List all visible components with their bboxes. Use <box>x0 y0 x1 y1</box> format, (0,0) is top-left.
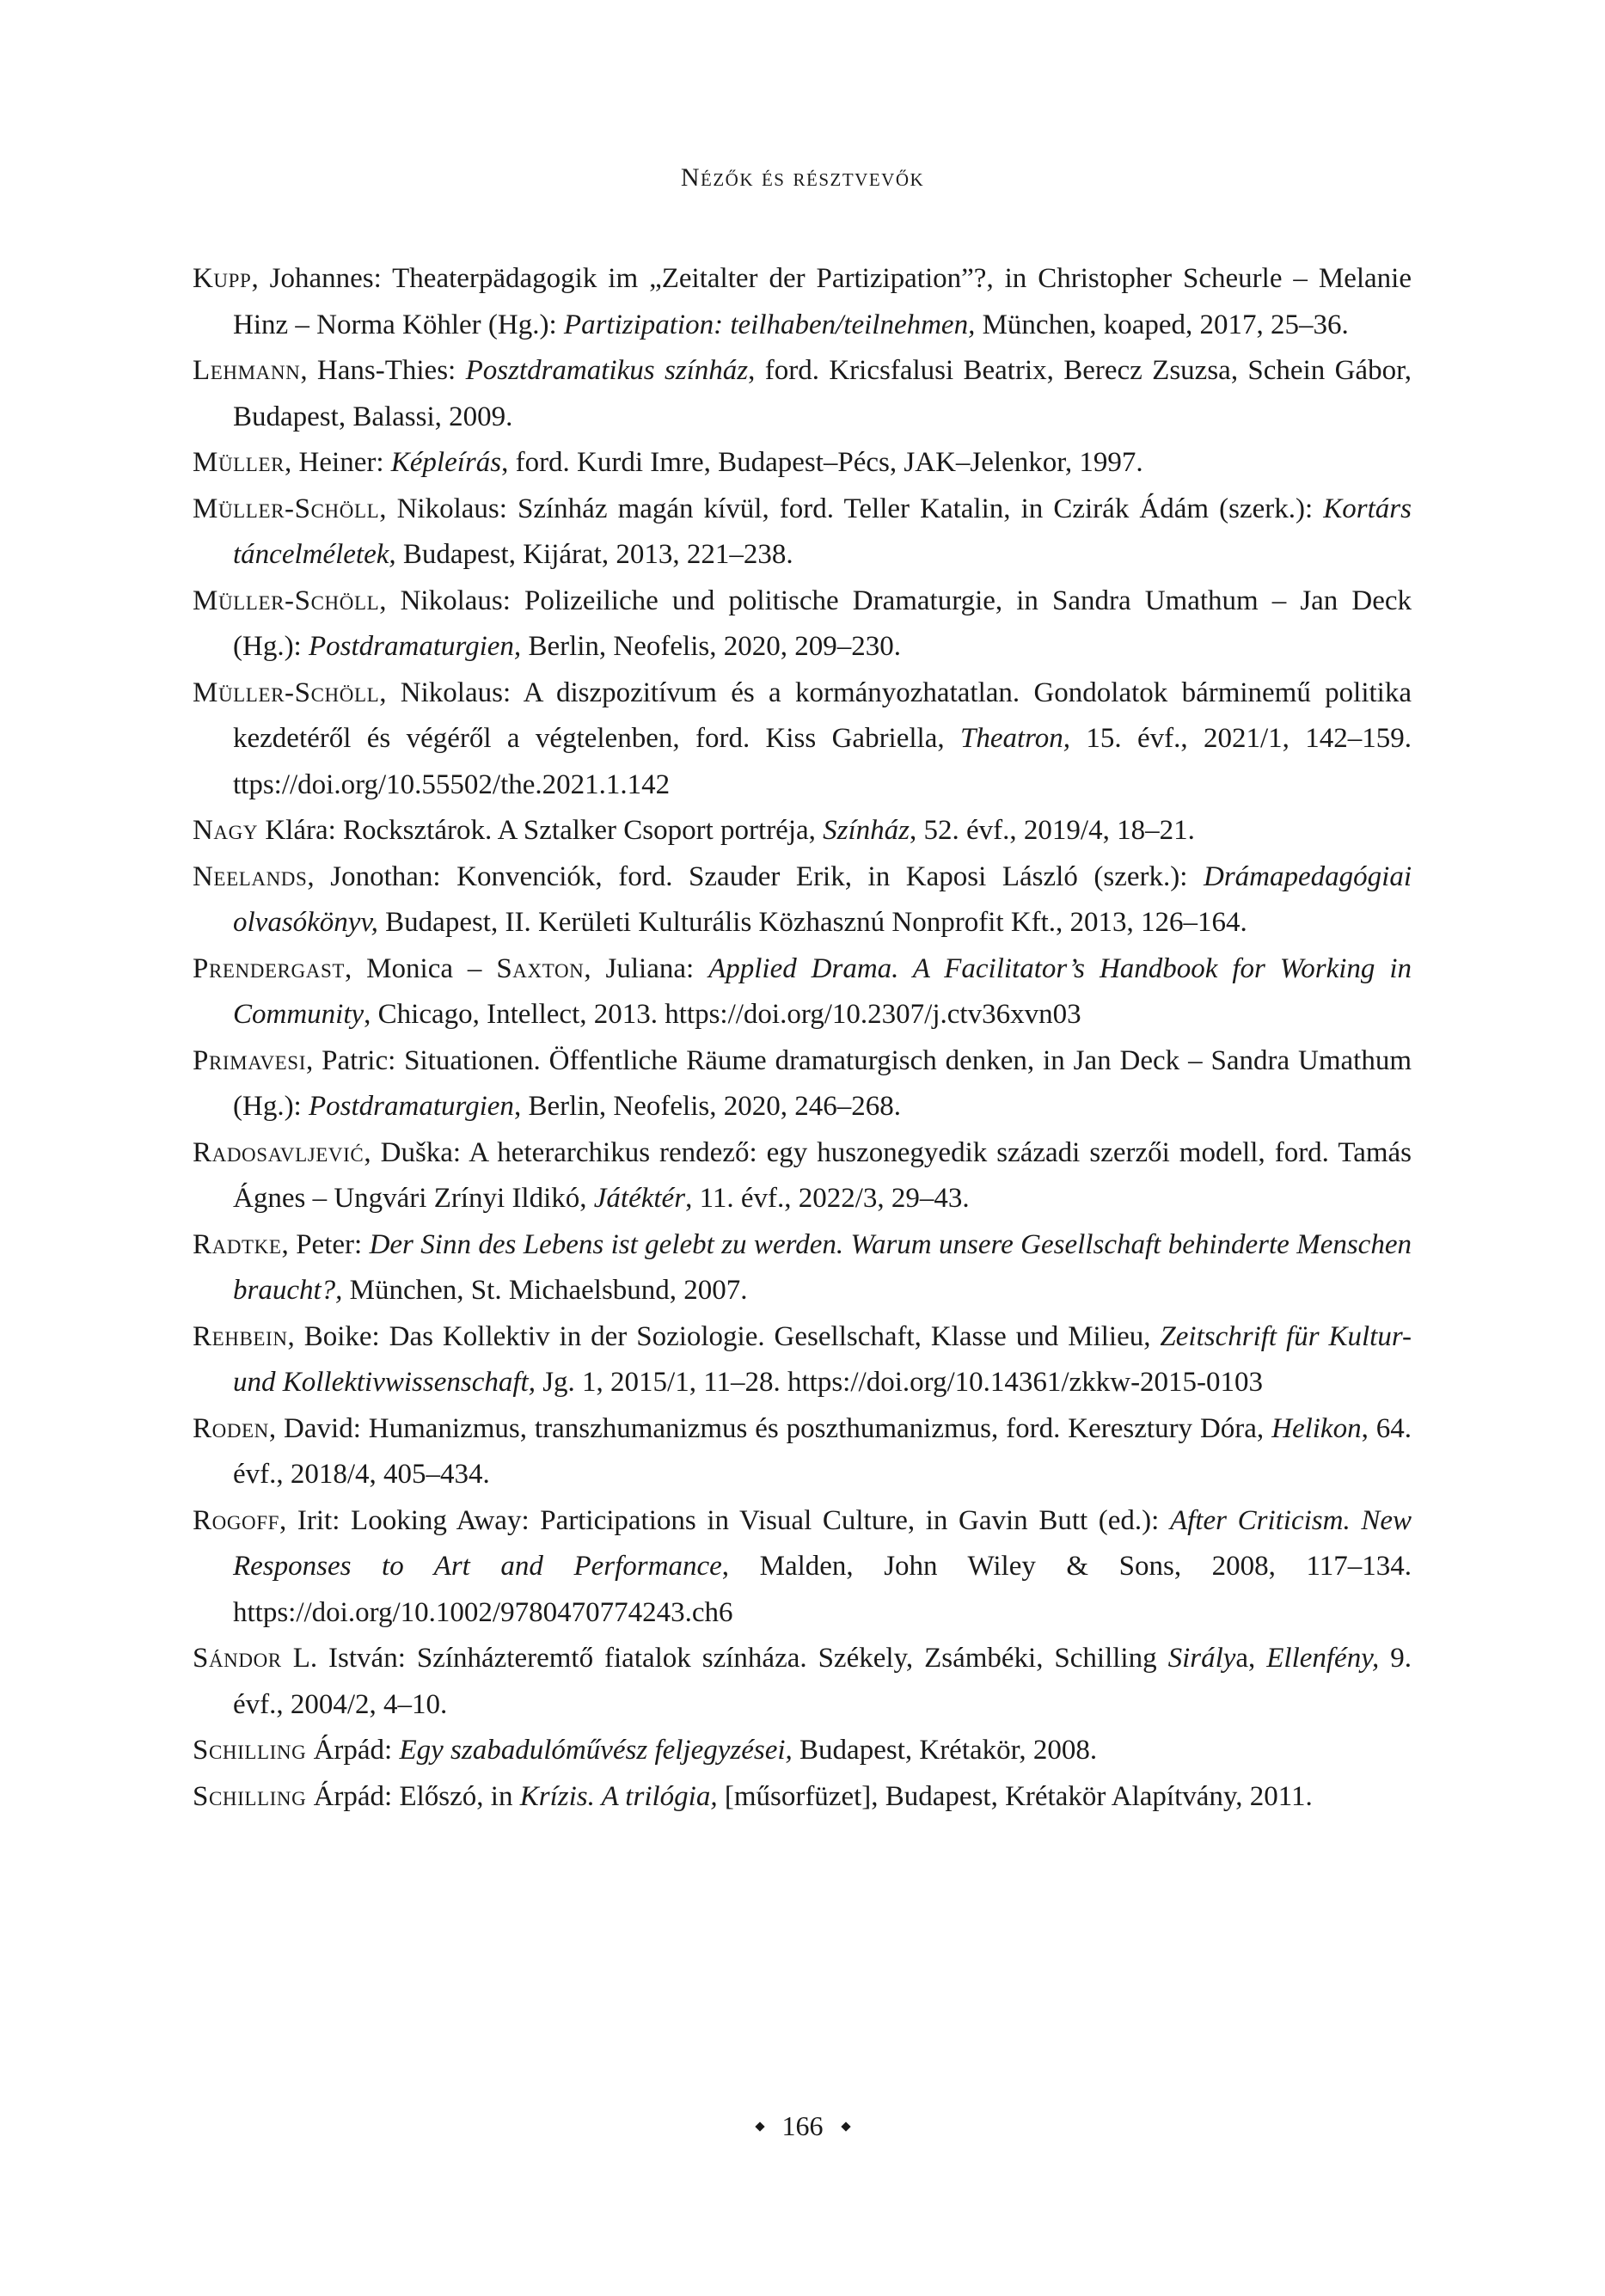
entry-title-italic: Applied Drama. A Facilitator’s Handbook for Working in Community <box>233 952 1412 1030</box>
bibliography-entry <box>193 1406 1412 1498</box>
entry-title-italic: Egy szabadulóművész feljegyzései, <box>399 1735 793 1766</box>
entry-author-surname: Radtke <box>193 1228 282 1260</box>
bibliography-entry <box>193 440 1412 487</box>
entry-title-italic: Postdramaturgien <box>308 1091 514 1122</box>
entry-text: , Boike: Das Kollektiv in der Soziologie. Gesellschaft, Klasse und Milieu, <box>287 1320 1161 1352</box>
entry-text: , Jonothan: Konvenciók, ford. Szauder Erik, in Kaposi László (szerk.): <box>307 860 1204 892</box>
entry-text: München, St. Michaelsbund, 2007. <box>342 1275 748 1306</box>
entry-title-italic: Der Sinn des Lebens ist gelebt zu werden. Warum unsere Gesellschaft behinderte Menschen braucht?, <box>233 1228 1412 1306</box>
entry-text: Árpád: <box>306 1735 400 1766</box>
entry-author-surname: Müller-Schöll <box>193 677 380 708</box>
entry-text: a, <box>1235 1643 1267 1674</box>
bibliography-entry <box>193 1222 1412 1314</box>
entry-author-surname: Müller-Schöll <box>193 585 380 616</box>
entry-text: München, koaped, 2017, 25–36. <box>975 309 1349 340</box>
bibliography-entry <box>193 670 1412 809</box>
entry-text: [műsorfüzet], Budapest, Krétakör Alapítvány, 2011. <box>717 1780 1313 1812</box>
entry-author-surname: Nagy <box>193 815 259 846</box>
entry-author-surname: Müller <box>193 447 285 478</box>
entry-text: Budapest, II. Kerületi Kulturális Közhasznú Nonprofit Kft., 2013, 126–164. <box>377 907 1247 938</box>
entry-author-surname: Primavesi <box>193 1044 306 1076</box>
entry-title-italic: Kortárs táncelméletek, <box>233 493 1412 570</box>
entry-author-surname: Sándor <box>193 1643 282 1674</box>
bibliography-entry <box>193 1774 1412 1821</box>
entry-text: , Chicago, Intellect, 2013. https://doi.org/10.2307/j.ctv36xvn03 <box>364 999 1081 1030</box>
entry-text: , Heiner: <box>285 447 391 478</box>
entry-text: , 11. évf., 2022/3, 29–43. <box>685 1183 970 1214</box>
entry-text: 9. évf., 2004/2, 4–10. <box>233 1643 1412 1720</box>
entry-author-surname: Roden <box>193 1412 269 1444</box>
bibliography-entry <box>193 946 1412 1038</box>
entry-text: , Nikolaus: Színház magán kívül, ford. Teller Katalin, in Czirák Ádám (szerk.): <box>379 493 1324 524</box>
entry-author-surname: Lehmann <box>193 355 301 386</box>
entry-text: , Nikolaus: A diszpozitívum és a kormányozhatatlan. Gondolatok bárminemű politika kezdetéről és végéről a végtelenben, ford. Kiss Gabriella, <box>233 677 1412 754</box>
bibliography-entry <box>193 348 1412 440</box>
entry-title-italic: Theatron, <box>959 723 1071 754</box>
entry-author-surname: Kupp <box>193 263 252 294</box>
page-number: 166 <box>781 2110 824 2141</box>
entry-title-italic: Színház <box>823 815 910 846</box>
entry-text: Klára: Rocksztárok. A Sztalker Csoport portréja, <box>258 815 824 846</box>
entry-text: L. István: Színházteremtő fiatalok színháza. Székely, Zsámbéki, Schilling <box>281 1643 1168 1674</box>
entry-title-italic: After Criticism. New Responses to Art and Performance <box>233 1504 1412 1582</box>
entry-text: Árpád: Előszó, in <box>306 1780 520 1812</box>
bibliography-entry <box>193 854 1412 946</box>
bibliography-entry <box>193 579 1412 670</box>
bibliography-entry <box>193 1038 1412 1130</box>
entry-text: , Duška: A heterarchikus rendező: egy huszonegyedik századi szerzői modell, ford. Tamás Ágnes – Ungvári Zrínyi Ildikó, <box>233 1136 1412 1214</box>
entry-title-italic: Képleírás <box>390 447 502 478</box>
bibliography-list <box>193 256 1412 1820</box>
entry-text: , ford. Kurdi Imre, Budapest–Pécs, JAK–Jelenkor, 1997. <box>501 447 1143 478</box>
entry-title-italic: Drámapedagógiai olvasókönyv, <box>233 860 1412 938</box>
entry-title-italic: Krízis. A trilógia, <box>519 1780 718 1812</box>
bibliography-entry <box>193 1130 1412 1222</box>
entry-author-surname: Rehbein <box>193 1320 288 1352</box>
entry-title-italic: Partizipation: teilhaben/teilnehmen, <box>563 309 976 340</box>
entry-text: , 64. évf., 2018/4, 405–434. <box>233 1412 1412 1490</box>
entry-text: , Nikolaus: Polizeiliche und politische Dramaturgie, in Sandra Umathum – Jan Deck (Hg.): <box>233 585 1412 662</box>
page-footer <box>0 2110 1605 2142</box>
entry-author-surname: Schilling <box>193 1780 307 1812</box>
entry-title-italic: Sirály <box>1167 1643 1236 1674</box>
bibliography-entry <box>193 256 1412 348</box>
entry-text: , Patric: Situationen. Öffentliche Räume dramaturgisch denken, in Jan Deck – Sandra Umathum (Hg.): <box>233 1044 1412 1122</box>
entry-author-surname: Prendergast <box>193 952 346 984</box>
diamond-bullet-icon <box>755 2122 764 2131</box>
entry-text: , Hans-Thies: <box>300 355 466 386</box>
entry-author-surname: Radosavljević <box>193 1136 364 1168</box>
entry-text: 15. évf., 2021/1, 142–159. ttps://doi.org/10.55502/the.2021.1.142 <box>233 723 1412 800</box>
entry-title-italic: Ellenfény, <box>1266 1643 1380 1674</box>
bibliography-entry <box>193 1728 1412 1774</box>
bibliography-entry <box>193 1498 1412 1637</box>
entry-text: , Berlin, Neofelis, 2020, 246–268. <box>513 1091 901 1122</box>
entry-text: Budapest, Krétakör, 2008. <box>792 1735 1098 1766</box>
entry-title-italic: Játéktér <box>593 1183 686 1214</box>
entry-author-surname: Müller-Schöll <box>193 493 380 524</box>
entry-author-surname: Neelands <box>193 860 308 892</box>
bibliography-entry <box>193 1636 1412 1728</box>
entry-text: Berlin, Neofelis, 2020, 209–230. <box>521 631 901 662</box>
entry-text: , Malden, John Wiley & Sons, 2008, 117–134. https://doi.org/10.1002/9780470774243.ch6 <box>233 1551 1412 1628</box>
entry-text: , Johannes: Theaterpädagogik im „Zeitalter der Partizipation”?, in Christopher Scheurle – Melanie Hinz – Norma Köhler (Hg.): <box>233 263 1412 340</box>
running-head-title: Nézők és résztvevők <box>680 163 925 192</box>
entry-title-italic: Postdramaturgien, <box>308 631 522 662</box>
bibliography-entry <box>193 1314 1412 1406</box>
diamond-bullet-icon <box>841 2122 850 2131</box>
entry-text: Jg. 1, 2015/1, 11–28. https://doi.org/10.14361/zkkw-2015-0103 <box>535 1367 1264 1398</box>
entry-title-italic: Posztdramatikus színház <box>465 355 749 386</box>
entry-text: , ford. Kricsfalusi Beatrix, Berecz Zsuzsa, Schein Gábor, Budapest, Balassi, 2009. <box>233 355 1412 432</box>
entry-author-surname: Saxton <box>496 952 585 984</box>
bibliography-entry <box>193 487 1412 579</box>
entry-text: , Irit: Looking Away: Participations in Visual Culture, in Gavin Butt (ed.): <box>279 1504 1170 1536</box>
entry-text: , Juliana: <box>584 952 709 984</box>
entry-title-italic: Zeitschrift für Kultur- und Kollektivwissenschaft, <box>233 1320 1412 1398</box>
entry-text: , Peter: <box>281 1228 370 1260</box>
entry-author-surname: Schilling <box>193 1735 307 1766</box>
bibliography-entry <box>193 808 1412 854</box>
entry-text: , Monica – <box>345 952 497 984</box>
entry-title-italic: Helikon <box>1271 1412 1362 1444</box>
entry-text: Budapest, Kijárat, 2013, 221–238. <box>395 539 793 570</box>
entry-author-surname: Rogoff <box>193 1504 280 1536</box>
entry-text: , 52. évf., 2019/4, 18–21. <box>910 815 1195 846</box>
entry-text: , David: Humanizmus, transzhumanizmus és poszthumanizmus, ford. Keresztury Dóra, <box>268 1412 1272 1444</box>
